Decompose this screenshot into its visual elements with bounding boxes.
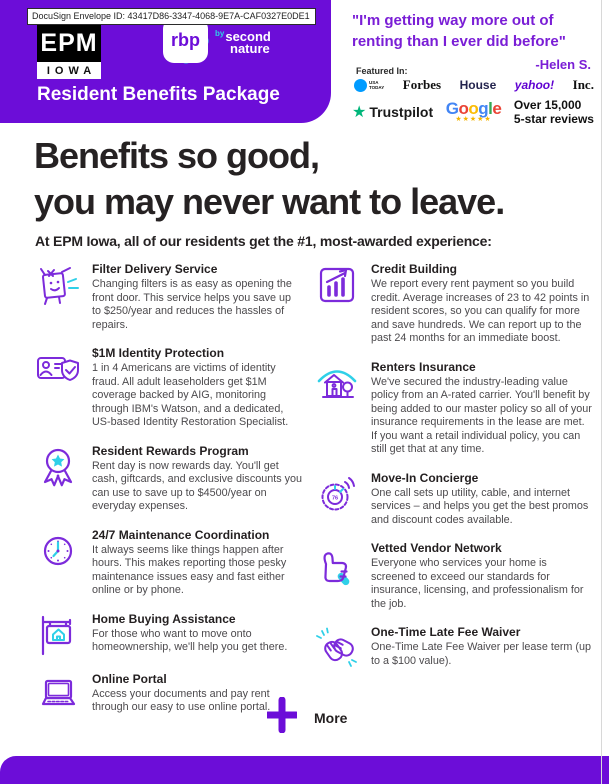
usa-today-icon [354, 79, 367, 92]
benefit-title: Online Portal [92, 671, 167, 686]
laptop-icon [35, 672, 81, 718]
google-letter: l [488, 99, 493, 118]
bar-chart-icon [314, 262, 360, 308]
svg-text:76: 76 [331, 494, 339, 501]
benefits-column-right [314, 262, 592, 685]
benefit-description: We've secured the industry-leading value policy from an A-rated carrier. You'll benefit by being added to our master policy so all of your insurance requirements in the lease are met. If you want a retail individual policy, you can still get that at any time. [371, 375, 592, 455]
more-label: More [314, 709, 348, 726]
benefit-description: It always seems like things happen after hours. This makes reporting those pesky maintenance issues easy and fast either online or by phone. [92, 543, 287, 596]
main-headline [34, 133, 504, 225]
reviews-row [352, 98, 594, 126]
footer-bar [0, 756, 609, 784]
google-letter: g [478, 99, 489, 118]
benefit-title: 24/7 Maintenance Coordination [92, 527, 270, 542]
benefit-identity-protection [35, 346, 303, 430]
inc-logo: Inc. [572, 77, 594, 92]
benefit-description: Access your documents and pay rent through our easy to use online portal. [92, 687, 271, 713]
thumbs-up-icon [314, 541, 360, 587]
docusign-envelope-id: DocuSign Envelope ID: 43417D86-3347-4068-9E7A-CAF0327E0DE1 [27, 8, 316, 25]
subheadline: At EPM Iowa, all of our residents get the #1, most-awarded experience: [35, 233, 492, 249]
benefit-title: Resident Rewards Program [92, 443, 249, 458]
trustpilot-label: Trustpilot [369, 104, 434, 120]
filter-delivery-icon [35, 262, 81, 308]
usa-today-line1: USA [369, 80, 379, 85]
benefit-late-fee-waiver [314, 625, 592, 671]
rbp-logo-text: rbp [163, 18, 208, 63]
yahoo-logo: yahoo! [514, 78, 555, 92]
benefit-title: One-Time Late Fee Waiver [371, 625, 521, 639]
benefit-description: 1 in 4 Americans are victims of identity fraud. All adult leaseholders get $1M coverage backed by AIG, monitoring through IBM's Watson, and a dedicated, US-based Identity Restoration Specialist. [92, 362, 289, 428]
usa-today-logo [354, 79, 384, 92]
benefit-vetted-vendor [314, 541, 592, 611]
identity-protection-icon [35, 346, 81, 392]
benefit-maintenance [35, 528, 303, 598]
insured-house-icon [314, 360, 360, 406]
reviews-summary-line2: 5-star reviews [513, 112, 594, 126]
benefit-description: We report every rent payment so you build credit. Average increases of 23 to 42 points in resident scores, so you can qualify for more and save hundreds. We can report up to the past 24 months for an immediate boost. [371, 278, 590, 344]
benefit-title: $1M Identity Protection [92, 346, 225, 360]
benefit-description: One-Time Late Fee Waiver per lease term (up to a $100 value). [371, 641, 592, 667]
benefit-description: For those who want to move onto homeownership, we'll help you get there. [92, 627, 288, 653]
benefit-description: Everyone who services your home is screened to exceed our standards for insurance, licensing, and professionalism for the job. [371, 557, 584, 610]
benefit-credit-building [314, 262, 592, 346]
benefit-title: Renters Insurance [371, 359, 476, 374]
benefit-title: Move-In Concierge [371, 470, 479, 485]
benefit-title: Vetted Vendor Network [371, 541, 502, 555]
quote-line1: "I'm getting way more out of [352, 12, 554, 29]
headline-line2: you may never want to leave. [34, 181, 505, 222]
benefits-column-left [35, 262, 303, 732]
benefit-online-portal [35, 672, 303, 718]
epm-iowa-logo [37, 25, 101, 79]
trustpilot-star-icon: ★ [352, 104, 367, 121]
house-logo: House [459, 78, 497, 92]
reviews-summary [514, 98, 594, 126]
benefit-title: Credit Building [371, 262, 457, 276]
benefit-description: One call sets up utility, cable, and internet services – and helps you get the best promos and discount codes available. [371, 486, 589, 526]
forbes-logo: Forbes [402, 77, 442, 92]
epm-logo-text: EPM [37, 25, 101, 62]
quote-attribution: -Helen S. [535, 57, 591, 72]
google-letter: o [458, 99, 469, 118]
second-nature-logo [215, 28, 271, 55]
google-letter: e [492, 99, 502, 118]
epm-logo-subtext: IOWA [37, 62, 101, 79]
trustpilot-logo [352, 102, 433, 122]
benefit-description: Rent day is now rewards day. You'll get cash, giftcards, and exclusive discounts you can use to save up to $4500/year on everyday expenses. [92, 459, 303, 512]
plus-icon [267, 697, 297, 738]
page-title: Resident Benefits Package [37, 84, 280, 105]
home-sign-icon [35, 612, 81, 658]
more-row [267, 697, 347, 738]
google-letter: o [468, 99, 479, 118]
second-nature-line1: second [225, 29, 271, 44]
benefit-renters-insurance [314, 360, 592, 457]
reviews-summary-line1: Over 15,000 [513, 98, 582, 112]
clapping-hands-icon [314, 625, 360, 671]
google-stars-icon: ★★★★★ [455, 116, 492, 123]
benefit-title: Filter Delivery Service [92, 262, 218, 276]
second-nature-line2: nature [230, 41, 270, 56]
google-logo [446, 101, 502, 123]
benefit-move-in-concierge [314, 471, 592, 528]
benefit-description: Changing filters is as easy as opening the front door. This service helps you save up to $250/year and reduces the hassles of repairs. [92, 278, 292, 331]
page-edge [601, 0, 602, 784]
by-label: by [215, 29, 225, 38]
clock-icon [35, 528, 81, 574]
benefit-title: Home Buying Assistance [92, 611, 236, 626]
google-letter: G [445, 99, 459, 118]
headline-line1: Benefits so good, [34, 135, 320, 176]
press-logos-row [354, 77, 594, 93]
featured-in-label: Featured In: [356, 66, 408, 76]
rewards-medal-icon [35, 444, 81, 490]
usa-today-line2: TODAY [369, 85, 385, 90]
quote-line2: renting than I ever did before" [352, 33, 566, 50]
benefit-home-buying [35, 612, 303, 658]
dial-icon [314, 471, 360, 517]
benefit-filter-delivery [35, 262, 303, 332]
benefit-resident-rewards [35, 444, 303, 514]
